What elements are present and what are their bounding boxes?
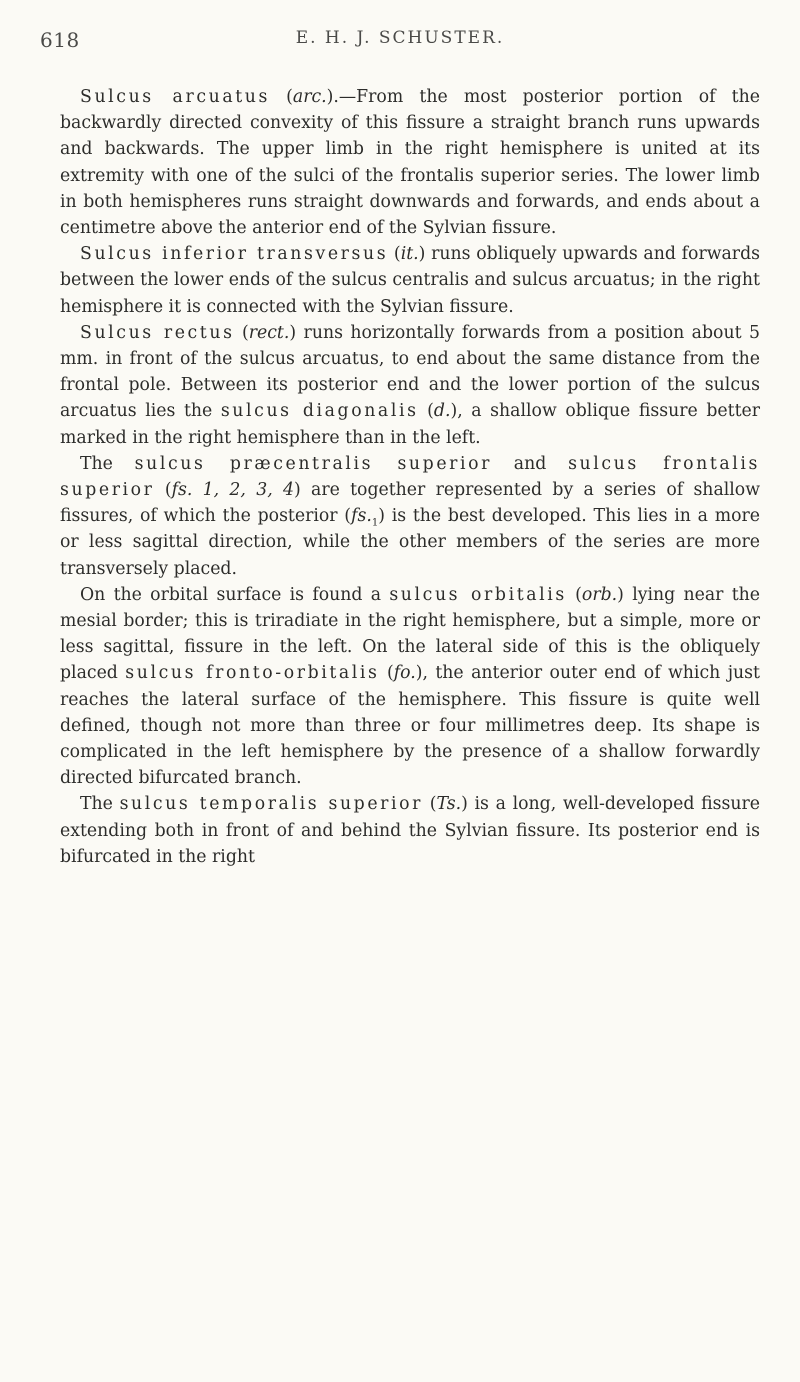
text-run: On the orbital surface is found a [80,584,390,605]
abbreviation: fs. 1, 2, 3, 4 [171,480,294,501]
sulcus-term: sulcus temporalis superior [119,794,424,815]
sulcus-term: sulcus fronto-orbitalis [125,663,380,684]
abbreviation: fs. [351,506,372,527]
sulcus-term: sulcus frontalis superior [60,453,761,501]
running-head: E. H. J. SCHUSTER. [295,28,505,48]
abbreviation: fo. [393,663,416,684]
text-run: ( [566,584,582,605]
abbreviation: it. [400,244,419,265]
subscript: 1 [371,517,379,529]
paragraph-sulcus-temporalis [60,791,760,870]
abbreviation: rect. [248,322,290,343]
text-run: The [80,453,135,474]
paragraph-sulcus-orbitalis [60,582,760,792]
paragraph-sulcus-rectus [60,320,760,451]
text-run: The [80,794,120,815]
page-number: 618 [40,28,80,52]
text-run: ( [418,401,434,422]
abbreviation: orb. [581,584,618,605]
body-text [60,84,760,870]
text-run: ).—From the most posterior portion of the backwardly directed convexity of this fissure a straight branch runs upwards and backwards. The upper limb in the right hemisphere is united at its extremity with one of the sulci of the frontalis superior series. The lower limb in both hemispheres runs straight downwards and forwards, and ends about a centimetre above the anterior end of the Sylvian fissure. [60,87,760,239]
text-run: ) lying near the mesial border; this is triradiate in the right hemisphere, but a simple, more or less sagittal, fissure in the left. On the lateral side of this is the obliquely placed [60,584,760,684]
text-run: ) is the best developed. This lies in a more or less sagittal direction, while the other members of the series are more transversely placed. [60,506,760,579]
abbreviation: d. [433,401,451,422]
text-run: ( [423,794,437,815]
text-run: ( [234,322,249,343]
abbreviation: Ts. [436,794,462,815]
paragraph-sulcus-praecentralis [60,451,760,582]
text-run: ) runs obliquely upwards and forwards between the lower ends of the sulcus centralis and sulcus arcuatus; in the right hemisphere it is connected with the Sylvian fissure. [60,244,760,317]
sulcus-term: Sulcus arcuatus [80,87,270,107]
text-run: ) runs horizontally forwards from a position about 5 mm. in front of the sulcus arcuatus, to end about the same distance from the frontal pole. Between its posterior end and the lower portion of the sulcus arcuatus lies the [60,322,760,422]
sulcus-term: Sulcus inferior transversus [80,244,389,265]
text-run: ( [388,244,401,265]
paragraph-sulcus-arcuatus [60,84,760,241]
abbreviation: arc. [292,87,327,107]
sulcus-term: Sulcus rectus [80,322,235,343]
text-run: ), a shallow oblique fissure better marked in the right hemisphere than in the left. [60,401,760,448]
sulcus-term: sulcus diagonalis [220,401,419,422]
paragraph-sulcus-inferior-transversus [60,241,760,320]
text-run: and [492,453,569,474]
text-run: ) are together represented by a series of shallow fissures, of which the posterior ( [60,480,760,527]
text-run: ) is a long, well-developed fissure extending both in front of and behind the Sylvian fissure. Its posterior end is bifurcated in the right [60,794,760,867]
sulcus-term: sulcus præcentralis superior [134,453,493,474]
sulcus-term: sulcus orbitalis [389,584,567,605]
text-run: ( [379,663,394,684]
text-run: ( [154,480,172,501]
page-header [40,28,760,58]
text-run: ), the anterior outer end of which just reaches the lateral surface of the hemisphere. This fissure is quite well defined, though not more than three or four millimetres deep. Its shape is complicated in the left hemisphere by the presence of a shallow forwardly directed bifurcated branch. [60,663,760,789]
text-run: ( [269,87,293,107]
